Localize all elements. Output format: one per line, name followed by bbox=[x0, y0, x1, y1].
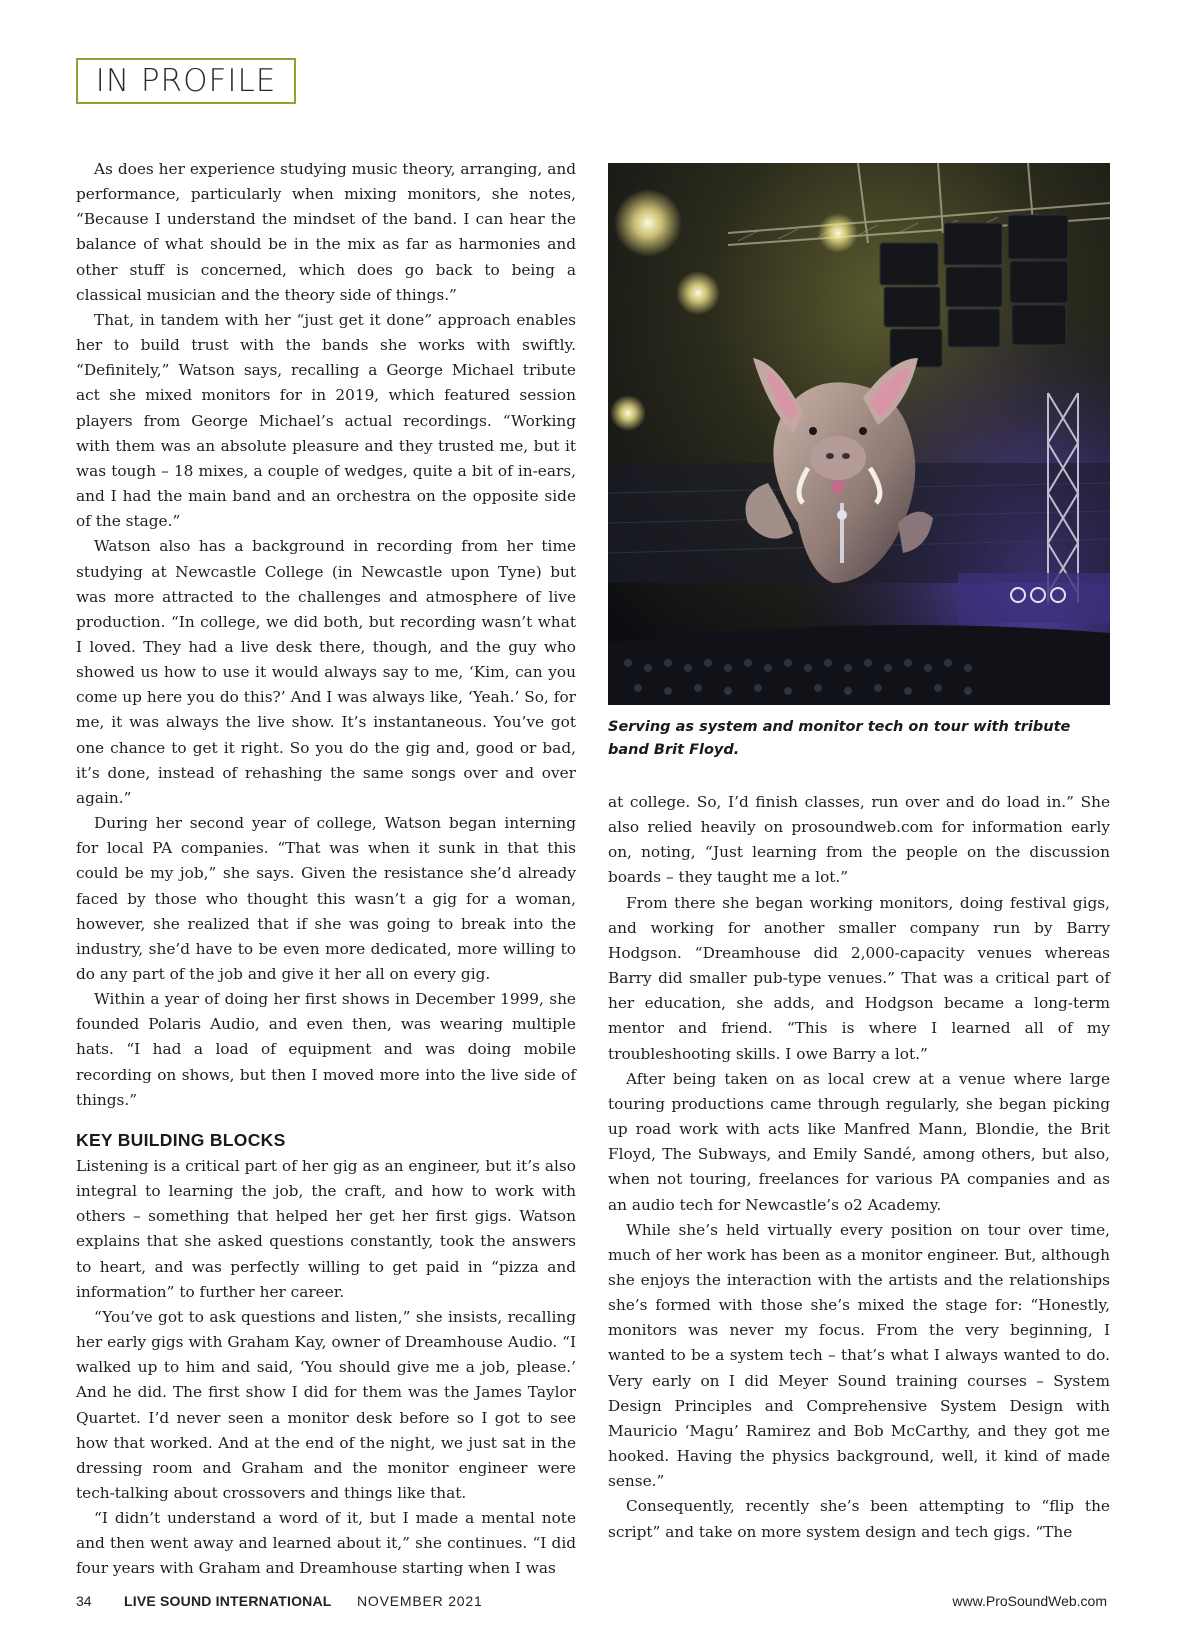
paragraph: While she’s held virtually every position on tour over time, much of her work has been as a monitor engineer. But, although she enjoys the interaction with the artists and the relationships she’s formed with those she’s mixed the stage for: “Honestly, monitors was never my focus. From the very beginning, I wanted to be a system tech – that’s what I always wanted to do. Very early on I did Meyer Sound training courses – System Design Principles and Comprehensive System Design with Mauricio ‘Magu’ Ramirez and Bob McCarthy, and they got me hooked. Having the physics background, well, it kind of made sense.” bbox=[608, 1220, 1110, 1491]
page-number: 34 bbox=[76, 1593, 92, 1609]
paragraph: After being taken on as local crew at a venue where large touring productions came through regularly, she began picking up road work with acts like Manfred Mann, Blondie, the Brit Floyd, The Subways, and Emily Sandé, among others, but also, when not touring, freelances for various PA companies and as an audio tech for Newcastle’s o2 Academy. bbox=[608, 1069, 1110, 1214]
paragraph: That, in tandem with her “just get it done” approach enables her to build trust with the bands she works with swiftly. “Definitely,” Watson says, recalling a George Michael tribute act she mixed monitors for in 2019, which featured session players from George Michael’s actual recordings. “Working with them was an absolute pleasure and they trusted me, but it was tough – 18 mixes, a couple of wedges, quite a bit of in-ears, and I had the main band and an orchestra on the opposite side of the stage.” bbox=[76, 310, 576, 531]
paragraph: During her second year of college, Watson began interning for local PA companies. “That was when it sunk in that this could be my job,” she says. Given the resistance she’d already faced by those who thought this wasn’t a gig for a woman, however, she realized that if she was going to break into the industry, she’d have to be even more dedicated, more willing to do any part of the job and give it her all on every gig. bbox=[76, 814, 576, 983]
paragraph: Watson also has a background in recording from her time studying at Newcastle College (in Newcastle upon Tyne) but was more attracted to the challenges and atmosphere of live production. “In college, we did both, but recording wasn’t what I loved. They had a live desk there, though, and the guy who showed us how to use it would always say to me, ‘Kim, can you come up here you do this?’ And I was always like, ‘Yeah.’ So, for me, it was always the live show. It’s instantaneous. You’ve got one chance to get it right. So you do the gig and, good or bad, it’s done, instead of rehashing the same songs over and over again.” bbox=[76, 537, 576, 807]
paragraph: Listening is a critical part of her gig as an engineer, but it’s also integral to learning the job, the craft, and how to work with others – something that helped her get her first gigs. Watson explains that she asked questions constantly, took the answers to heart, and was perfectly willing to get paid in “pizza and information” to further her career. bbox=[76, 1156, 576, 1301]
paragraph: Within a year of doing her first shows in December 1999, she founded Polaris Audio, and even then, was wearing multiple hats. “I had a load of equipment and was doing mobile recording on shows, but then I moved more into the live side of things.” bbox=[76, 990, 576, 1109]
section-label: IN PROFILE bbox=[76, 58, 296, 104]
paragraph: Consequently, recently she’s been attempting to “flip the script” and take on more system design and tech gigs. “The bbox=[608, 1497, 1110, 1541]
subheading: KEY BUILDING BLOCKS bbox=[76, 1129, 286, 1150]
paragraph: From there she began working monitors, doing festival gigs, and working for another smaller company run by Barry Hodgson. “Dreamhouse did 2,000-capacity venues whereas Barry did smaller pub-type venues.” That was a critical part of her education, she adds, and Hodgson became a long-term mentor and friend. “This is where I learned all of my troubleshooting skills. I owe Barry a lot.” bbox=[608, 893, 1110, 1063]
article-column-left bbox=[76, 157, 576, 1582]
website-url: www.ProSoundWeb.com bbox=[952, 1593, 1107, 1609]
paragraph: As does her experience studying music theory, arranging, and performance, particularly when mixing monitors, she notes, “Because I understand the mindset of the band. I can hear the balance of what should be in the mix as far as harmonies and other stuff is concerned, which does go back to being a classical musician and the theory side of things.” bbox=[76, 160, 576, 304]
issue-date: NOVEMBER 2021 bbox=[357, 1593, 483, 1609]
magazine-name: LIVE SOUND INTERNATIONAL bbox=[124, 1593, 332, 1609]
inflatable-pig-stage-photo bbox=[608, 163, 1110, 705]
paragraph: “You’ve got to ask questions and listen,” she insists, recalling her early gigs with Graham Kay, owner of Dreamhouse Audio. “I walked up to him and said, ‘You should give me a job, please.’ And he did. The first show I did for them was the James Taylor Quartet. I’d never seen a monitor desk before so I got to see how that worked. And at the end of the night, we just sat in the dressing room and Graham and the monitor engineer were tech-talking about crossovers and things like that. bbox=[76, 1307, 576, 1502]
photo-caption: Serving as system and monitor tech on tour with tribute band Brit Floyd. bbox=[608, 719, 1071, 758]
paragraph: “I didn’t understand a word of it, but I made a mental note and then went away and learned about it,” she continues. “I did four years with Graham and Dreamhouse starting when I was bbox=[76, 1509, 576, 1578]
article-column-right bbox=[608, 790, 1110, 1545]
paragraph: at college. So, I’d finish classes, run over and do load in.” She also relied heavily on prosoundweb.com for information early on, noting, “Just learning from the people on the discussion boards – they taught me a lot.” bbox=[608, 793, 1110, 887]
